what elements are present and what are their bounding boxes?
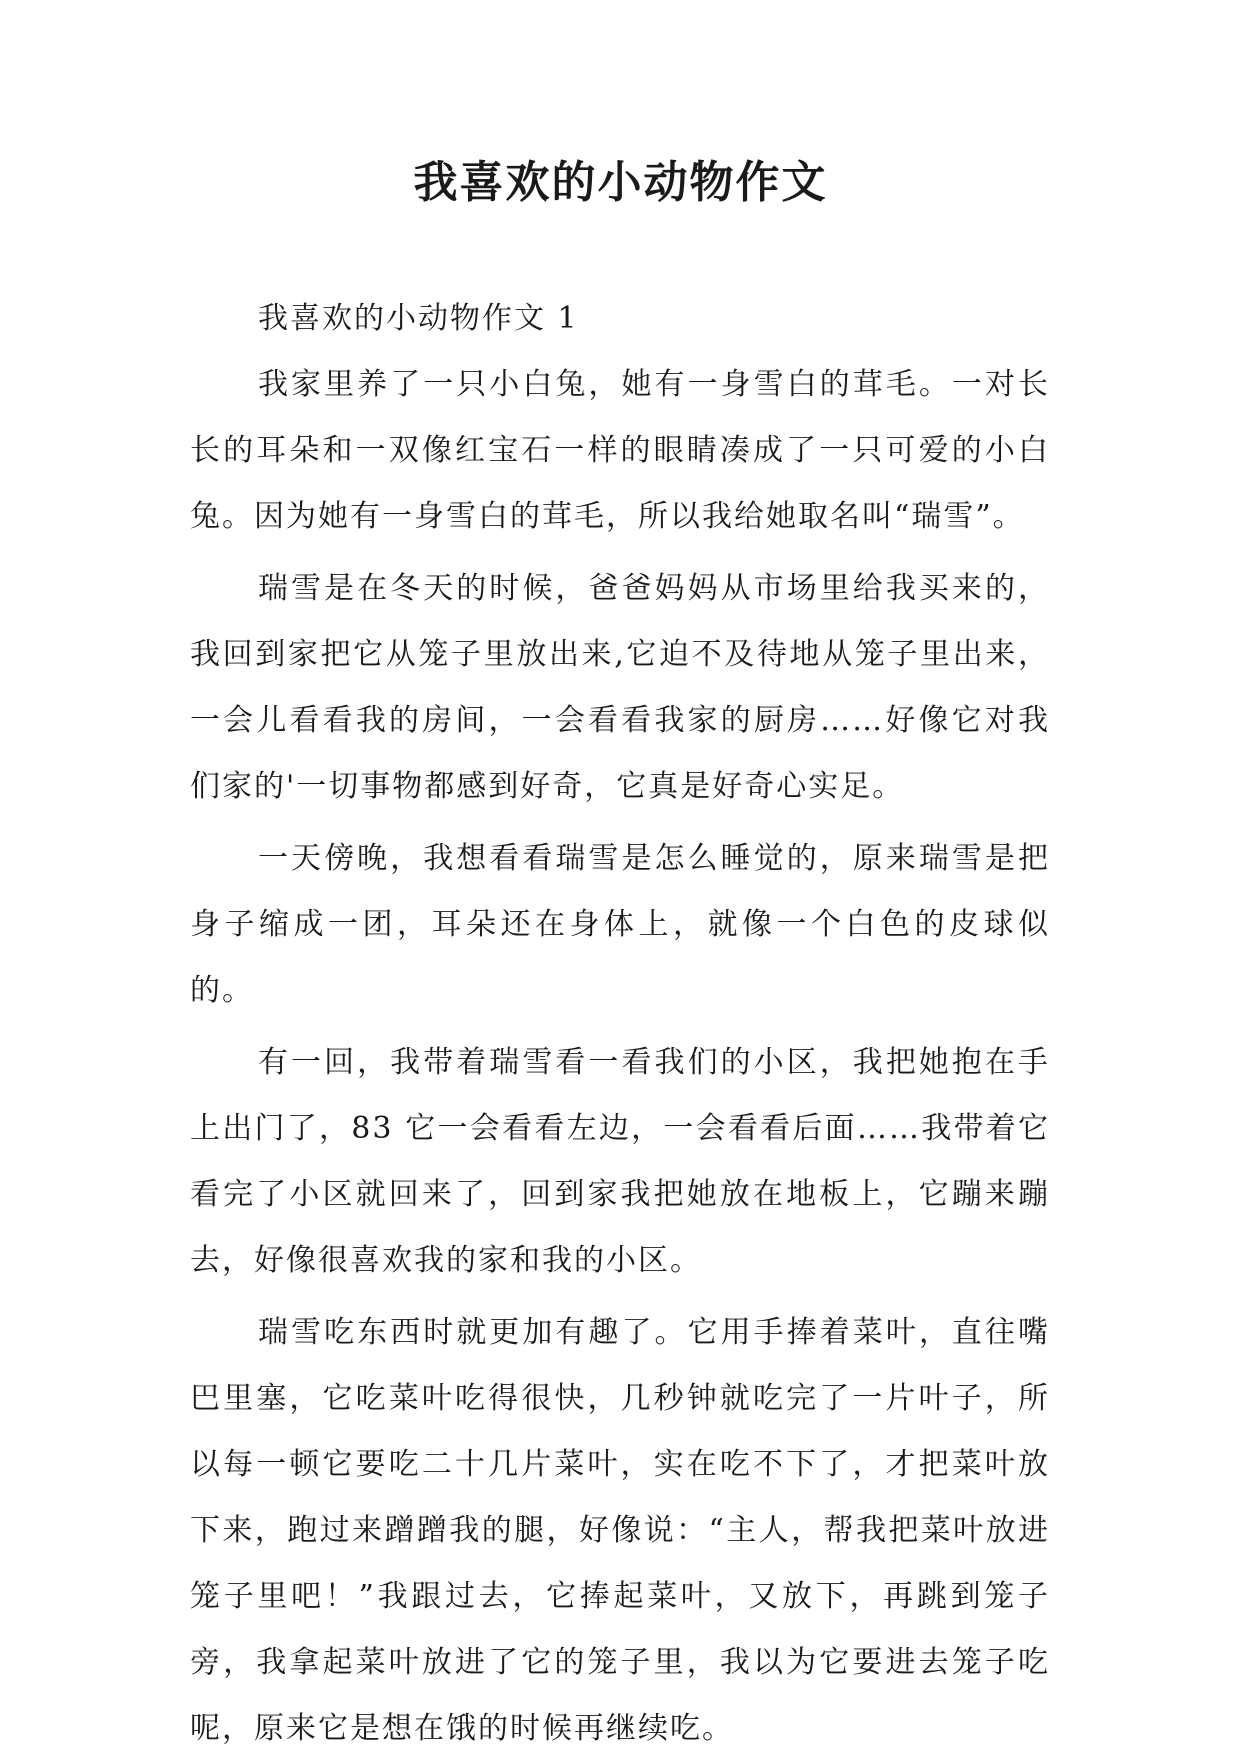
paragraph-2: 瑞雪是在冬天的时候，爸爸妈妈从市场里给我买来的，我回到家把它从笼子里放出来,它迫不及待地从笼子里出来，一会儿看看我的房间，一会看看我家的厨房……好像它对我们家的'一切事物都感到好奇，它真是好奇心实足。	[190, 571, 1050, 804]
paragraph-1: 我家里养了一只小白兔，她有一身雪白的茸毛。一对长长的耳朵和一双像红宝石一样的眼睛凑成了一只可爱的小白兔。因为她有一身雪白的茸毛，所以我给她取名叫“瑞雪”。	[190, 367, 1050, 534]
paragraph-5: 瑞雪吃东西时就更加有趣了。它用手捧着菜叶，直往嘴巴里塞，它吃菜叶吃得很快，几秒钟就吃完了一片叶子，所以每一顿它要吃二十几片菜叶，实在吃不下了，才把菜叶放下来，跑过来蹭蹭我的腿，好像说：“主人，帮我把菜叶放进笼子里吧！”我跟过去，它捧起菜叶，又放下，再跳到笼子旁，我拿起菜叶放进了它的笼子里，我以为它要进去笼子吃呢，原来它是想在饿的时候再继续吃。	[190, 1315, 1050, 1746]
paragraph-4: 有一回，我带着瑞雪看一看我们的小区，我把她抱在手上出门了，83 它一会看看左边，一会看看后面……我带着它看完了小区就回来了，回到家我把她放在地板上，它蹦来蹦去，好像很喜欢我的家和我的小区。	[190, 1045, 1050, 1278]
section-heading: 我喜欢的小动物作文 1	[258, 301, 579, 336]
paragraph-3: 一天傍晚，我想看看瑞雪是怎么睡觉的，原来瑞雪是把身子缩成一团，耳朵还在身体上，就像一个白色的皮球似的。	[190, 841, 1050, 1008]
document-body	[190, 286, 1050, 1762]
document-title: 我喜欢的小动物作文	[413, 157, 828, 208]
